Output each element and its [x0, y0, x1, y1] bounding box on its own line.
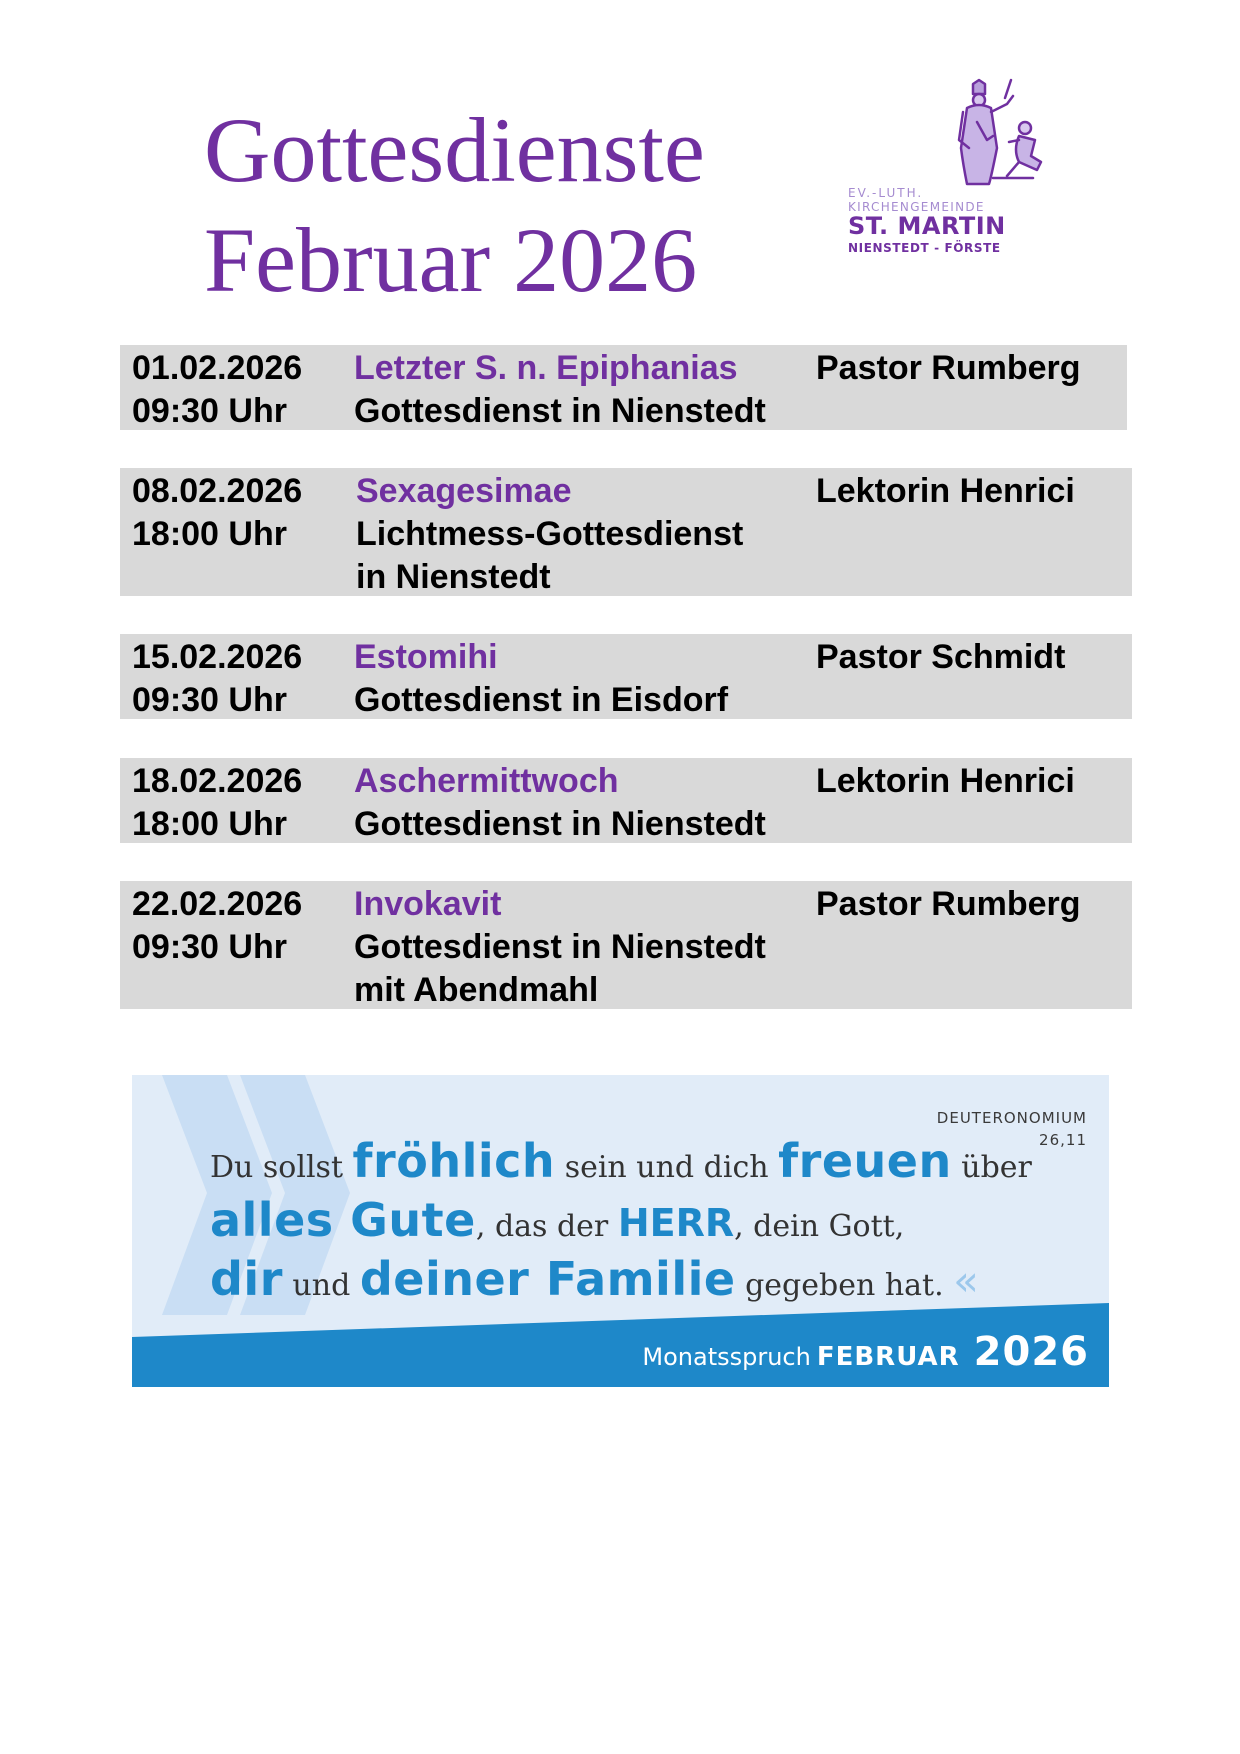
- service-description: Gottesdienst in Nienstedt: [354, 392, 766, 430]
- service-description: mit Abendmahl: [354, 971, 599, 1009]
- service-event: [356, 470, 743, 599]
- quote-highlight: deiner Familie: [359, 1252, 736, 1306]
- service-name: Invokavit: [354, 885, 502, 923]
- service-event: [354, 347, 766, 433]
- service-preacher: Pastor Rumberg: [816, 885, 1081, 923]
- service-description: Gottesdienst in Nienstedt: [354, 805, 766, 843]
- quote-text: Du sollst: [210, 1150, 353, 1185]
- church-logo: [838, 78, 1068, 268]
- quote-line-3: [210, 1253, 1032, 1312]
- service-event: [354, 760, 766, 846]
- closing-quote-mark: «: [953, 1256, 979, 1305]
- service-date: 15.02.2026: [132, 638, 303, 676]
- service-datetime: [132, 347, 302, 433]
- service-time: 09:30 Uhr: [132, 681, 287, 719]
- service-preacher: Lektorin Henrici: [816, 472, 1075, 510]
- quote-text: , dein Gott,: [734, 1209, 905, 1244]
- service-datetime: [132, 470, 302, 556]
- monatsspruch-banner: [132, 1075, 1109, 1387]
- service-time: 09:30 Uhr: [132, 392, 287, 430]
- quote-text: und: [282, 1268, 360, 1303]
- service-description: Gottesdienst in Eisdorf: [354, 681, 729, 719]
- service-preacher: Pastor Schmidt: [816, 638, 1066, 676]
- monatsspruch-quote: [210, 1135, 1032, 1312]
- service-name: Sexagesimae: [356, 472, 572, 510]
- quote-highlight: alles Gute: [210, 1193, 476, 1247]
- quote-line-1: [210, 1135, 1032, 1194]
- service-row: [120, 881, 1132, 1009]
- logo-line-1: EV.-LUTH.: [848, 186, 924, 200]
- page-title: [204, 95, 705, 315]
- st-martin-figure-icon: [933, 78, 1045, 188]
- quote-text: , das der: [475, 1209, 618, 1244]
- service-event: [354, 636, 728, 722]
- service-datetime: [132, 760, 302, 846]
- service-row: [120, 345, 1127, 430]
- quote-line-2: [210, 1194, 1032, 1253]
- title-line-2: Februar 2026: [204, 209, 698, 311]
- service-time: 18:00 Uhr: [132, 805, 287, 843]
- service-description: Gottesdienst in Nienstedt: [354, 928, 766, 966]
- quote-highlight: fröhlich: [352, 1134, 556, 1188]
- service-event: [354, 883, 766, 1012]
- quote-highlight: freuen: [778, 1134, 952, 1188]
- logo-line-2: KIRCHENGEMEINDE: [848, 200, 985, 214]
- reference-verse: 26,11: [1039, 1131, 1087, 1149]
- reference-book: DEUTERONOMIUM: [936, 1109, 1087, 1127]
- service-preacher: Pastor Rumberg: [816, 349, 1081, 387]
- service-time: 18:00 Uhr: [132, 515, 287, 553]
- service-row: [120, 468, 1132, 596]
- logo-line-3: ST. MARTIN: [848, 212, 1006, 240]
- quote-text: sein und dich: [555, 1150, 779, 1185]
- quote-highlight: HERR: [617, 1201, 735, 1245]
- service-date: 01.02.2026: [132, 349, 303, 387]
- service-description: Lichtmess-Gottesdienst: [356, 515, 744, 553]
- quote-text: über: [951, 1150, 1032, 1185]
- service-date: 18.02.2026: [132, 762, 303, 800]
- monatsspruch-word: Monatsspruch: [642, 1343, 811, 1371]
- service-row: [120, 758, 1132, 843]
- title-line-1: Gottesdienste: [204, 99, 705, 201]
- service-name: Letzter S. n. Epiphanias: [354, 349, 738, 387]
- service-date: 08.02.2026: [132, 472, 303, 510]
- monatsspruch-year: 2026: [973, 1329, 1089, 1375]
- monatsspruch-label: [642, 1329, 1089, 1375]
- quote-text: gegeben hat.: [735, 1268, 954, 1303]
- quote-highlight: dir: [210, 1252, 283, 1306]
- service-time: 09:30 Uhr: [132, 928, 287, 966]
- service-name: Estomihi: [354, 638, 498, 676]
- service-datetime: [132, 636, 302, 722]
- service-description: in Nienstedt: [356, 558, 551, 596]
- service-date: 22.02.2026: [132, 885, 303, 923]
- logo-line-4: NIENSTEDT - FÖRSTE: [848, 241, 1001, 255]
- service-datetime: [132, 883, 302, 969]
- service-preacher: Lektorin Henrici: [816, 762, 1075, 800]
- monatsspruch-month: FEBRUAR: [816, 1342, 960, 1372]
- service-name: Aschermittwoch: [354, 762, 619, 800]
- service-row: [120, 634, 1132, 719]
